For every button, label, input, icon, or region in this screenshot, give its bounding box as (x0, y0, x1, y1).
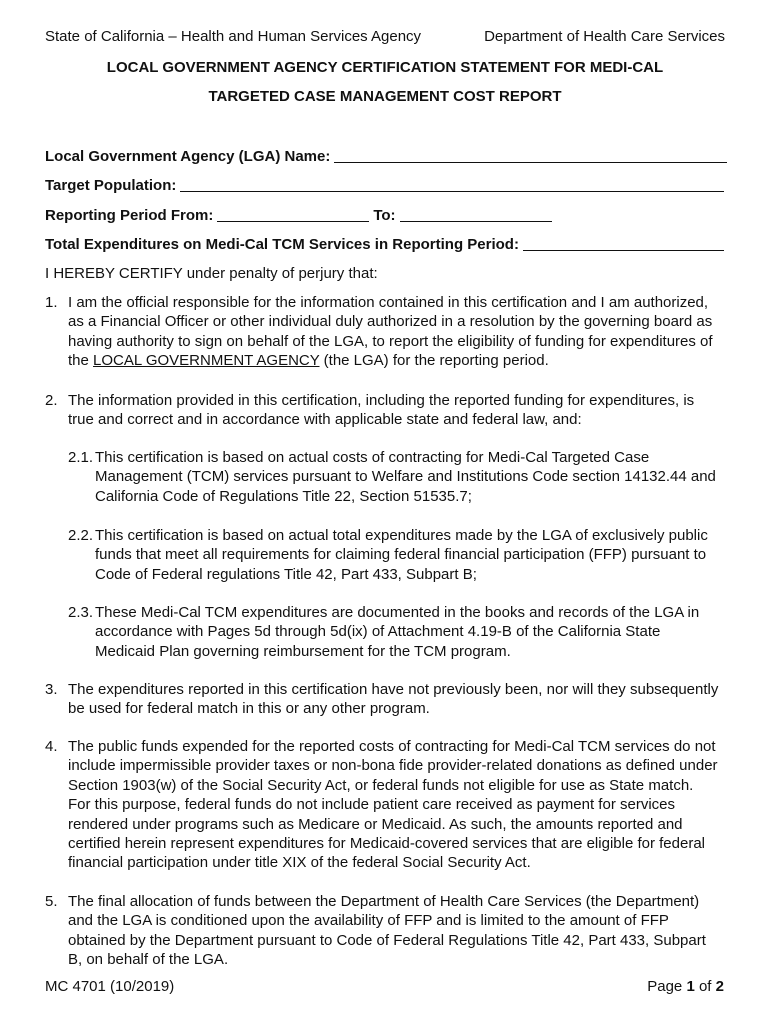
lga-name-field[interactable] (334, 148, 727, 163)
total-expenditures-field[interactable] (523, 236, 724, 251)
subitem-text (95, 448, 727, 506)
item-text-line: The final allocation of funds between the Department of Health Care Services (the Department) (68, 893, 700, 910)
reporting-period-row (45, 206, 565, 225)
subitem-text-line: Code of Federal regulations Title 42, Part 433, Subpart B; (95, 565, 477, 583)
form-title-line-1: LOCAL GOVERNMENT AGENCY CERTIFICATION STATEMENT FOR MEDI-CAL (106, 59, 664, 76)
item-text-line: The public funds expended for the reported costs of contracting for Medi-Cal TCM services do not (68, 738, 716, 755)
item-text (68, 391, 727, 430)
item-text-line: certified herein represent expenditures for Medicaid-covered services that are eligible for federal (68, 835, 705, 853)
subitem-text-line: Management (TCM) services pursuant to Welfare and Institutions Code section 14132.44 and (95, 468, 716, 486)
subitem-text-line: This certification is based on actual costs of contracting for Medi-Cal Targeted Case (95, 449, 650, 466)
item-text-line: For this purpose, federal funds do not include patient care received as payment for services (68, 796, 675, 814)
item-text-line: The expenditures reported in this certification have not previously been, nor will they subsequently (68, 681, 719, 698)
item-text (68, 737, 727, 873)
certification-item-5 (45, 892, 727, 970)
page-word: Page (647, 978, 683, 995)
subitem-text (95, 603, 727, 661)
certification-item-1 (45, 293, 727, 371)
subitem-number: 2.2. (68, 527, 94, 544)
item-text-line: The information provided in this certification, including the reported funding for expenditures, is (68, 392, 695, 409)
item-text-line: as a Financial Officer or other individual duly authorized in a resolution by the governing board as (68, 313, 713, 331)
subitem-text-line: California Code of Regulations Title 22, Section 51535.7; (95, 487, 472, 505)
page-total: 2 (715, 978, 724, 995)
reporting-period-to-field[interactable] (400, 207, 552, 222)
target-population-field[interactable] (180, 177, 724, 192)
subitem-text-line: accordance with Pages 5d through 5d(ix) of Attachment 4.19-B of the California State (95, 623, 661, 641)
item-text-line: Section 1903(w) of the Social Security Act, or federal funds not eligible for use as State match. (68, 776, 694, 794)
item-text (68, 293, 727, 371)
item-text-line: financial participation under title XIX of the federal Social Security Act. (68, 854, 531, 872)
subitem-text-line: Medicaid Plan governing reimbursement for the TCM program. (95, 642, 511, 660)
item-number: 3. (45, 681, 58, 698)
total-expenditures-label: Total Expenditures on Medi-Cal TCM Services in Reporting Period: (45, 235, 519, 253)
subitem-number: 2.1. (68, 449, 94, 466)
item-text-line: having authority to sign on behalf of the LGA, to report the eligibility of funding for expenditures of (68, 332, 713, 350)
reporting-period-from-field[interactable] (217, 207, 369, 222)
target-population-label: Target Population: (45, 176, 177, 194)
subitem-text-line: This certification is based on actual total expenditures made by the LGA of exclusively public (95, 527, 708, 544)
item-text (68, 892, 727, 970)
certification-subitem-2-3 (68, 603, 727, 661)
item-text-line: obtained by the Department pursuant to Code of Federal Regulations Title 42, Part 433, Subpart (68, 931, 706, 949)
page-indicator (647, 977, 724, 996)
item-number: 2. (45, 392, 58, 409)
certification-subitem-2-2 (68, 526, 727, 584)
certification-intro: I HEREBY CERTIFY under penalty of perjury that: (45, 265, 378, 282)
item-text-line: B, on behalf of the LGA. (68, 951, 229, 969)
item-text-line: be used for federal match in this or any other program. (68, 700, 430, 718)
item-number: 5. (45, 893, 58, 910)
item-text-line: and the LGA is conditioned upon the availability of FFP and is limited to the amount of FFP (68, 912, 669, 930)
certification-item-2 (45, 391, 727, 660)
item-number: 4. (45, 738, 58, 755)
certification-item-4 (45, 737, 727, 873)
item-text-line: include impermissible provider taxes or non-bona fide provider-related donations as defined under (68, 757, 718, 775)
item-text-line: I am the official responsible for the information contained in this certification and I am authorized, (68, 294, 709, 311)
subitem-text (95, 526, 727, 584)
form-number: MC 4701 (10/2019) (45, 978, 175, 995)
header-department: Department of Health Care Services (484, 28, 725, 45)
target-population-row (45, 176, 724, 195)
page-current: 1 (686, 978, 695, 995)
item-text-line (68, 351, 727, 370)
item-text-line: rendered under programs such as Medicare or Medicaid. As such, the amounts reported and (68, 815, 683, 833)
subitem-text-line: These Medi-Cal TCM expenditures are documented in the books and records of the LGA in (95, 604, 700, 621)
reporting-period-to-label: To: (373, 206, 396, 224)
page-of-word: of (698, 978, 712, 995)
item-text-line: true and correct and in accordance with applicable state and federal law, and: (68, 411, 582, 429)
certification-subitem-2-1 (68, 448, 727, 506)
subitem-text-line: funds that meet all requirements for claiming federal financial participation (FFP) pursuant to (95, 546, 707, 564)
text-segment: (the LGA) for the reporting period. (323, 352, 549, 370)
reporting-period-from-label: Reporting Period From: (45, 206, 214, 224)
header-agency: State of California – Health and Human Services Agency (45, 28, 422, 45)
form-title-line-2: TARGETED CASE MANAGEMENT COST REPORT (208, 88, 562, 105)
certification-item-3 (45, 680, 727, 719)
item-text (68, 680, 727, 719)
local-government-agency-underlined: LOCAL GOVERNMENT AGENCY (93, 352, 320, 370)
lga-name-row (45, 147, 727, 166)
item-number: 1. (45, 294, 58, 311)
lga-name-label: Local Government Agency (LGA) Name: (45, 147, 331, 165)
total-expenditures-row (45, 235, 724, 254)
text-segment: the (68, 352, 89, 370)
subitem-number: 2.3. (68, 604, 94, 621)
